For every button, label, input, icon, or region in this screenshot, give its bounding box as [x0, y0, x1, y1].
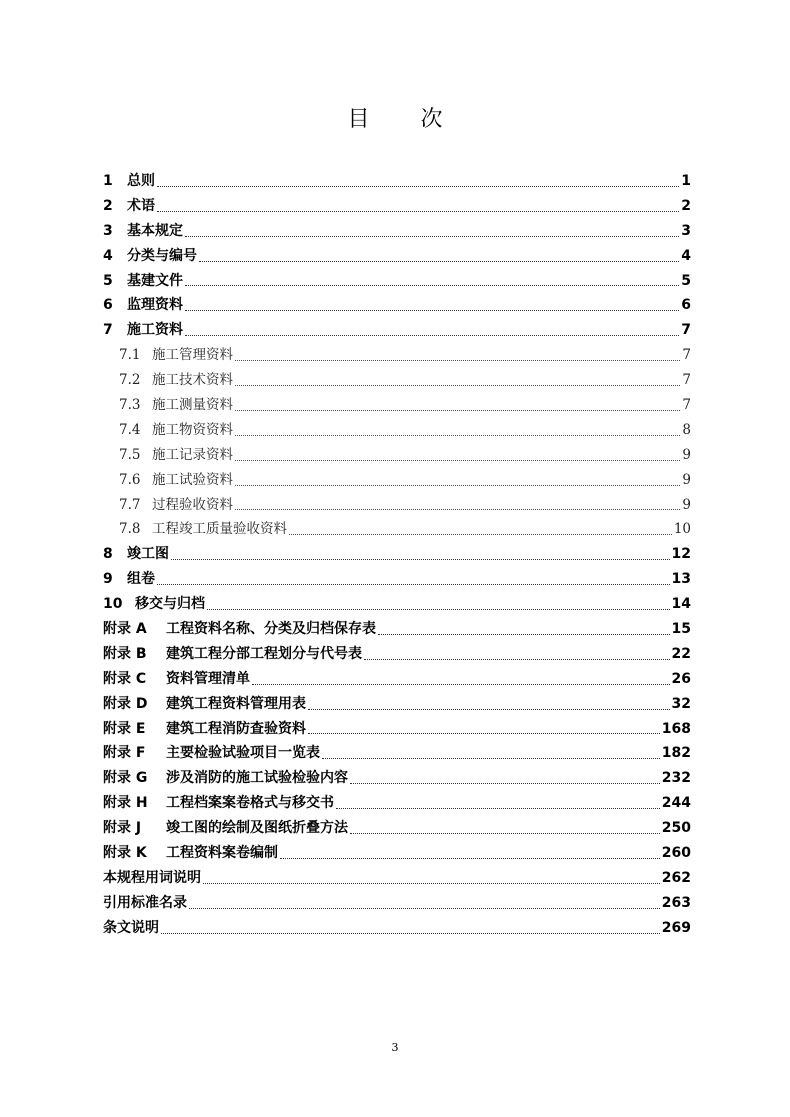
dot-leader	[199, 260, 679, 262]
toc-entry[interactable]	[103, 269, 691, 294]
toc-entry-number: 7.4	[119, 421, 141, 438]
toc-entry-number: 9	[103, 571, 113, 588]
toc-entry-number: 5	[103, 272, 113, 289]
toc-entry[interactable]	[103, 741, 691, 766]
page-title: 目 次	[347, 107, 465, 132]
dot-leader	[289, 533, 672, 535]
table-of-contents	[103, 169, 691, 941]
page-number: 3	[391, 1041, 399, 1054]
toc-entry-title: 工程竣工质量验收资料	[152, 521, 287, 538]
dot-leader	[235, 409, 680, 411]
toc-entry-title: 主要检验试验项目一览表	[166, 745, 320, 762]
toc-entry-title: 基本规定	[127, 222, 183, 239]
toc-entry[interactable]	[103, 244, 691, 269]
dot-leader	[235, 384, 680, 386]
toc-entry-page: 7	[682, 372, 691, 389]
toc-entry-number: 2	[103, 197, 113, 214]
toc-entry-title: 竣工图	[127, 546, 169, 563]
toc-entry-title: 工程档案案卷格式与移交书	[166, 795, 334, 812]
toc-entry-page: 168	[661, 720, 691, 737]
toc-entry-title: 施工测量资料	[152, 397, 233, 414]
toc-entry[interactable]	[103, 891, 691, 916]
toc-entry-page: 7	[681, 322, 691, 339]
toc-entry-title: 施工技术资料	[152, 372, 233, 389]
toc-entry-number: 7.1	[119, 347, 141, 364]
dot-leader	[235, 359, 680, 361]
toc-entry-page: 260	[661, 845, 691, 862]
toc-entry[interactable]	[103, 169, 691, 194]
toc-entry-number: 3	[103, 222, 113, 239]
toc-entry[interactable]	[103, 318, 691, 343]
dot-leader	[378, 633, 670, 635]
toc-entry-number: 8	[103, 546, 113, 563]
dot-leader	[207, 608, 670, 610]
toc-entry-page: 244	[661, 795, 691, 812]
dot-leader	[189, 907, 660, 909]
toc-entry-number: 7.7	[119, 496, 141, 513]
dot-leader	[336, 807, 660, 809]
toc-entry-number: 7.5	[119, 446, 141, 463]
toc-entry[interactable]	[103, 493, 691, 518]
toc-entry-page: 13	[671, 571, 691, 588]
toc-entry-page: 4	[681, 247, 691, 264]
toc-entry-number: 附录 K	[103, 845, 147, 862]
toc-entry-page: 6	[681, 297, 691, 314]
toc-entry-page: 2	[681, 197, 691, 214]
toc-entry-title: 总则	[127, 173, 155, 189]
toc-entry-page: 9	[682, 496, 691, 513]
toc-entry[interactable]	[103, 717, 691, 742]
toc-entry-page: 22	[671, 645, 691, 662]
toc-entry-number: 附录 G	[103, 770, 148, 787]
toc-entry-page: 10	[673, 521, 691, 538]
dot-leader	[235, 434, 680, 436]
toc-entry[interactable]	[103, 866, 691, 891]
toc-entry-page: 15	[671, 621, 691, 638]
toc-entry-title: 建筑工程消防查验资料	[166, 720, 306, 737]
toc-entry-title: 移交与归档	[135, 596, 205, 613]
toc-entry-number: 4	[103, 247, 113, 264]
toc-entry-number: 7	[103, 322, 113, 339]
toc-entry-title: 工程资料案卷编制	[166, 845, 278, 862]
toc-entry-page: 182	[661, 745, 691, 762]
toc-entry-title: 基建文件	[127, 272, 183, 289]
toc-entry-page: 262	[661, 869, 691, 886]
toc-entry[interactable]	[103, 816, 691, 841]
dot-leader	[235, 484, 680, 486]
dot-leader	[322, 757, 660, 759]
toc-entry-number: 附录 C	[103, 670, 147, 687]
toc-entry-number: 7.6	[119, 471, 141, 488]
toc-entry[interactable]	[103, 219, 691, 244]
toc-entry-title: 建筑工程资料管理用表	[166, 695, 306, 712]
dot-leader	[350, 832, 660, 834]
toc-entry[interactable]	[103, 517, 691, 542]
toc-entry[interactable]	[103, 343, 691, 368]
toc-entry-title: 建筑工程分部工程划分与代号表	[166, 645, 362, 662]
toc-entry-title: 施工物资资料	[152, 421, 233, 438]
toc-entry[interactable]	[103, 642, 691, 667]
toc-entry[interactable]	[103, 542, 691, 567]
dot-leader	[364, 658, 670, 660]
toc-entry-page: 26	[671, 670, 691, 687]
toc-entry[interactable]	[103, 194, 691, 219]
toc-entry[interactable]	[103, 791, 691, 816]
toc-entry[interactable]	[103, 443, 691, 468]
toc-entry-number: 7.2	[119, 372, 141, 389]
toc-entry-title: 施工记录资料	[152, 446, 233, 463]
toc-entry-page: 9	[682, 471, 691, 488]
toc-entry-title: 术语	[127, 197, 155, 214]
toc-entry-number: 1	[103, 173, 113, 189]
toc-entry[interactable]	[103, 841, 691, 866]
toc-entry-number: 附录 E	[103, 720, 146, 737]
toc-entry-page: 232	[661, 770, 691, 787]
toc-entry-page: 12	[671, 546, 691, 563]
toc-entry-number: 附录 B	[103, 645, 147, 662]
dot-leader	[235, 459, 680, 461]
toc-entry-title: 监理资料	[127, 297, 183, 314]
toc-entry[interactable]	[103, 393, 691, 418]
dot-leader	[235, 508, 680, 510]
toc-entry-title: 组卷	[127, 571, 155, 588]
toc-entry-title: 竣工图的绘制及图纸折叠方法	[166, 820, 348, 837]
dot-leader	[185, 284, 679, 286]
toc-entry-number: 附录 F	[103, 745, 146, 762]
toc-entry-title: 施工试验资料	[152, 471, 233, 488]
toc-entry-number: 10	[103, 596, 123, 613]
toc-entry-page: 263	[661, 894, 691, 911]
toc-entry-title: 资料管理清单	[166, 670, 250, 687]
toc-entry-page: 9	[682, 446, 691, 463]
toc-entry-number: 7.8	[119, 521, 141, 538]
toc-entry-number: 附录 H	[103, 795, 148, 812]
toc-entry[interactable]	[103, 692, 691, 717]
toc-entry[interactable]	[103, 418, 691, 443]
toc-entry-page: 7	[682, 397, 691, 414]
toc-entry-number: 附录 D	[103, 695, 148, 712]
toc-entry-number: 6	[103, 297, 113, 314]
toc-entry-page: 8	[682, 421, 691, 438]
toc-entry-title: 条文说明	[103, 919, 159, 936]
toc-entry-title: 分类与编号	[127, 247, 197, 264]
toc-entry-title: 过程验收资料	[152, 496, 233, 513]
toc-entry-title: 施工资料	[127, 322, 183, 339]
dot-leader	[203, 882, 660, 884]
dot-leader	[157, 185, 679, 187]
toc-entry[interactable]	[103, 667, 691, 692]
toc-entry-page: 3	[681, 222, 691, 239]
toc-entry[interactable]	[103, 766, 691, 791]
toc-entry-title: 工程资料名称、分类及归档保存表	[166, 621, 376, 638]
toc-entry[interactable]	[103, 567, 691, 592]
toc-entry-title: 涉及消防的施工试验检验内容	[166, 770, 348, 787]
toc-entry[interactable]	[103, 468, 691, 493]
dot-leader	[157, 583, 670, 585]
dot-leader	[350, 782, 660, 784]
dot-leader	[157, 210, 679, 212]
toc-entry-page: 269	[661, 919, 691, 936]
dot-leader	[161, 932, 660, 934]
toc-entry-page: 1	[681, 173, 691, 189]
toc-entry-number: 附录 A	[103, 621, 147, 638]
toc-entry-number: 附录 J	[103, 820, 142, 837]
toc-entry-page: 14	[671, 596, 691, 613]
toc-entry-number: 7.3	[119, 397, 141, 414]
toc-entry[interactable]	[103, 916, 691, 941]
toc-entry[interactable]	[103, 293, 691, 318]
dot-leader	[308, 708, 670, 710]
dot-leader	[185, 235, 679, 237]
toc-entry-title: 引用标准名录	[103, 894, 187, 911]
toc-entry[interactable]	[103, 368, 691, 393]
dot-leader	[185, 309, 679, 311]
toc-entry[interactable]	[103, 592, 691, 617]
toc-entry-page: 32	[671, 695, 691, 712]
dot-leader	[308, 732, 660, 734]
toc-entry-title: 施工管理资料	[152, 347, 233, 364]
toc-entry-page: 7	[682, 347, 691, 364]
dot-leader	[252, 683, 670, 685]
dot-leader	[185, 334, 679, 336]
toc-entry-title: 本规程用词说明	[103, 869, 201, 886]
toc-entry[interactable]	[103, 617, 691, 642]
dot-leader	[171, 558, 670, 560]
dot-leader	[280, 857, 660, 859]
toc-entry-page: 5	[681, 272, 691, 289]
toc-entry-page: 250	[661, 820, 691, 837]
